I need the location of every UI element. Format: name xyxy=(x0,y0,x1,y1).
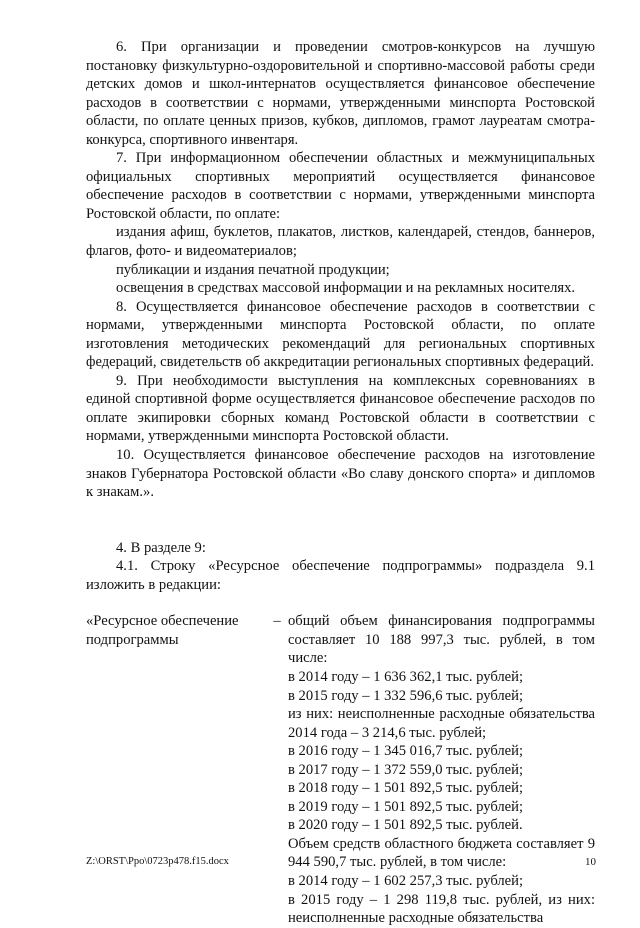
resource-label: «Ресурсное обеспечение подпрограммы xyxy=(86,613,239,648)
paragraph-spacer xyxy=(86,502,595,539)
list-item-media: освещения в средствах массовой информации и на рекламных носителях. xyxy=(116,280,576,297)
section-heading-4: 4. В разделе 9: xyxy=(116,539,206,556)
resource-line: в 2014 году – 1 602 257,3 тыс. рублей; xyxy=(288,872,524,889)
paragraph-item-9: 9. При необходимости выступления на комплексных соревнованиях в единой спортивной форме осуществляется финансовое обеспечение расходов по оплате экипировки сборных команд Ростовской области в соответствии с нормами, утвержденными минспорта Ростовской области. xyxy=(86,372,595,445)
resource-line: в 2015 году – 1 298 119,8 тыс. рублей, из них: неисполненные расходные обязательства xyxy=(288,891,595,927)
table-row xyxy=(86,612,595,927)
dash-separator: – xyxy=(273,613,281,630)
resource-line: в 2016 году – 1 345 016,7 тыс. рублей; xyxy=(288,743,524,760)
resource-line: в 2020 году – 1 501 892,5 тыс. рублей. xyxy=(288,817,523,834)
paragraph-item-7: 7. При информационном обеспечении областных и межмуниципальных официальных спортивных мероприятий осуществляется финансовое обеспечение расходов в соответствии с нормами, утвержденными минспорта Ростовской области, по оплате: xyxy=(86,150,595,222)
resource-table xyxy=(86,612,595,927)
paragraph-4-1: 4.1. Строку «Ресурсное обеспечение подпрограммы» подраздела 9.1 изложить в редакции: xyxy=(86,558,595,593)
footer-page-number: 10 xyxy=(585,856,596,868)
resource-line: общий объем финансирования подпрограммы составляет 10 188 997,3 тыс. рублей, в том числе: xyxy=(288,613,595,667)
paragraph-item-10: 10. Осуществляется финансовое обеспечение расходов на изготовление знаков Губернатора Ростовской области «Во славу донского спорта» и дипломов к знакам.». xyxy=(86,447,595,501)
document-body xyxy=(86,38,595,928)
resource-line: в 2015 году – 1 332 596,6 тыс. рублей; xyxy=(288,687,524,704)
resource-line: в 2019 году – 1 501 892,5 тыс. рублей; xyxy=(288,798,524,815)
footer-file-path: Z:\ORST\Ppo\0723p478.f15.docx xyxy=(86,856,229,867)
list-item-publications: публикации и издания печатной продукции; xyxy=(116,261,390,278)
resource-values xyxy=(288,612,595,927)
paragraph-item-6: 6. При организации и проведении смотров-конкурсов на лучшую постановку физкультурно-оздоровительной и спортивно-массовой работы среди детских домов и школ-интернатов осуществляется финансовое обеспечение расходов в соответствии с нормами, утвержденными минспорта Ростовской области, по оплате ценных призов, кубков, дипломов, грамот лауреатам смотра-конкурса, спортивного инвентаря. xyxy=(86,39,595,148)
resource-line: из них: неисполненные расходные обязательства 2014 года – 3 214,6 тыс. рублей; xyxy=(288,706,595,741)
list-item-posters: издания афиш, буклетов, плакатов, листков, календарей, стендов, баннеров, флагов, фото- и видеоматериалов; xyxy=(86,224,595,260)
resource-line: в 2017 году – 1 372 559,0 тыс. рублей; xyxy=(288,761,524,778)
resource-line: в 2018 году – 1 501 892,5 тыс. рублей; xyxy=(288,780,524,797)
resource-line: Объем средств областного бюджета составляет 9 944 590,7 тыс. рублей, в том числе: xyxy=(288,835,595,871)
resource-line: в 2014 году – 1 636 362,1 тыс. рублей; xyxy=(288,668,524,685)
paragraph-item-8: 8. Осуществляется финансовое обеспечение расходов в соответствии с нормами, утвержденными минспорта Ростовской области, по оплате изготовления методических рекомендаций для региональных спортивных федераций, свидетельств об аккредитации региональных спортивных федераций. xyxy=(86,298,595,371)
